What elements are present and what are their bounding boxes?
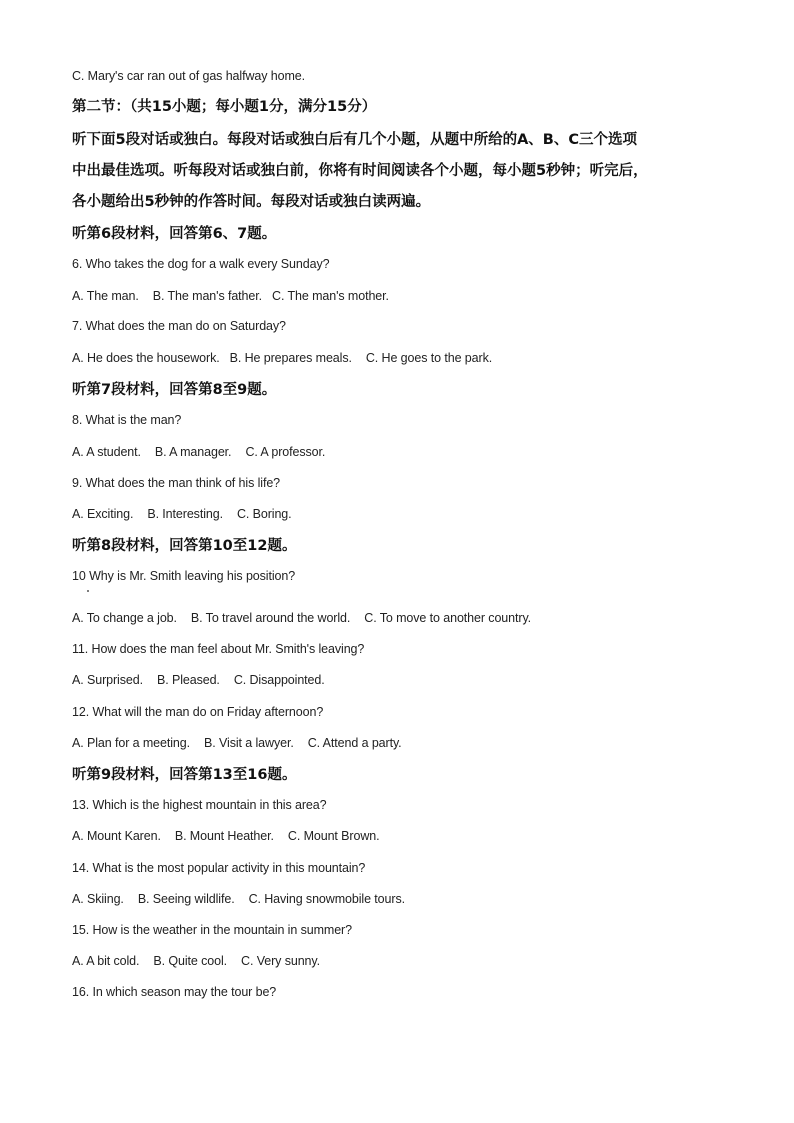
passage-6-heading: 听第6段材料，回答第6、7题。 — [72, 226, 277, 242]
q8-option-b: B. A manager. — [154, 445, 232, 459]
question-6: 6. Who takes the dog for a walk every Sunday? — [72, 257, 330, 271]
question-10-options — [72, 610, 734, 626]
question-6-options — [72, 288, 734, 304]
instructions-line-2: 中出最佳选项。听每段对话或独白前，你将有时间阅读各个小题，每小题5秒钟；听完后， — [72, 163, 648, 179]
question-8: 8. What is the man? — [72, 413, 182, 427]
q14-option-c: C. Having snowmobile tours. — [248, 892, 405, 906]
question-11: 11. How does the man feel about Mr. Smith's leaving? — [72, 642, 365, 656]
q11-option-c: C. Disappointed. — [233, 673, 325, 687]
q10-option-b: B. To travel around the world. — [190, 611, 351, 625]
question-13-options — [72, 828, 734, 844]
question-13: 13. Which is the highest mountain in this area? — [72, 798, 327, 812]
question-14-options — [72, 891, 734, 907]
question-14: 14. What is the most popular activity in this mountain? — [72, 861, 366, 875]
q11-option-b: B. Pleased. — [156, 673, 220, 687]
q15-option-c: C. Very sunny. — [241, 954, 321, 968]
q6-option-c: C. The man's mother. — [272, 289, 389, 303]
q9-option-a: A. Exciting. — [72, 507, 134, 521]
instructions-line-1: 听下面5段对话或独白。每段对话或独白后有几个小题，从题中所给的A、B、C三个选项 — [72, 132, 638, 148]
question-7-options — [72, 350, 734, 366]
q8-option-a: A. A student. — [72, 445, 141, 459]
question-11-options — [72, 672, 734, 688]
question-16: 16. In which season may the tour be? — [72, 985, 277, 999]
q10-option-c: C. To move to another country. — [364, 611, 532, 625]
q12-option-b: B. Visit a lawyer. — [204, 736, 294, 750]
q6-option-b: B. The man's father. — [152, 289, 263, 303]
q7-option-b: B. He prepares meals. — [229, 351, 352, 365]
q11-option-a: A. Surprised. — [72, 673, 143, 687]
question-8-options — [72, 444, 734, 460]
q13-option-b: B. Mount Heather. — [174, 829, 274, 843]
q7-option-c: C. He goes to the park. — [365, 351, 493, 365]
question-9-options — [72, 506, 734, 522]
question-7: 7. What does the man do on Saturday? — [72, 319, 286, 333]
q12-option-c: C. Attend a party. — [307, 736, 402, 750]
q10-option-a: A. To change a job. — [72, 611, 177, 625]
question-9: 9. What does the man think of his life? — [72, 476, 281, 490]
q5-option-c: C. Mary's car ran out of gas halfway home. — [72, 69, 306, 83]
section-heading: 第二节：（共15小题；每小题1分，满分15分） — [72, 99, 377, 115]
q13-option-a: A. Mount Karen. — [72, 829, 161, 843]
q6-option-a: A. The man. — [72, 289, 139, 303]
passage-8-heading: 听第8段材料，回答第10至12题。 — [72, 538, 297, 554]
q9-option-c: C. Boring. — [236, 507, 292, 521]
q14-option-b: B. Seeing wildlife. — [137, 892, 235, 906]
question-15: 15. How is the weather in the mountain in summer? — [72, 923, 352, 937]
stray-dot — [87, 590, 89, 592]
q14-option-a: A. Skiing. — [72, 892, 124, 906]
passage-7-heading: 听第7段材料，回答第8至9题。 — [72, 382, 277, 398]
q7-option-a: A. He does the housework. — [72, 351, 220, 365]
question-15-options — [72, 953, 734, 969]
q9-option-b: B. Interesting. — [147, 507, 223, 521]
question-12-options — [72, 735, 734, 751]
passage-9-heading: 听第9段材料，回答第13至16题。 — [72, 767, 297, 783]
question-10: 10 Why is Mr. Smith leaving his position? — [72, 569, 296, 583]
q8-option-c: C. A professor. — [245, 445, 326, 459]
question-12: 12. What will the man do on Friday afternoon? — [72, 705, 324, 719]
q15-option-b: B. Quite cool. — [153, 954, 228, 968]
instructions-line-3: 各小题给出5秒钟的作答时间。每段对话或独白读两遍。 — [72, 194, 431, 210]
q13-option-c: C. Mount Brown. — [287, 829, 380, 843]
q12-option-a: A. Plan for a meeting. — [72, 736, 191, 750]
q15-option-a: A. A bit cold. — [72, 954, 140, 968]
